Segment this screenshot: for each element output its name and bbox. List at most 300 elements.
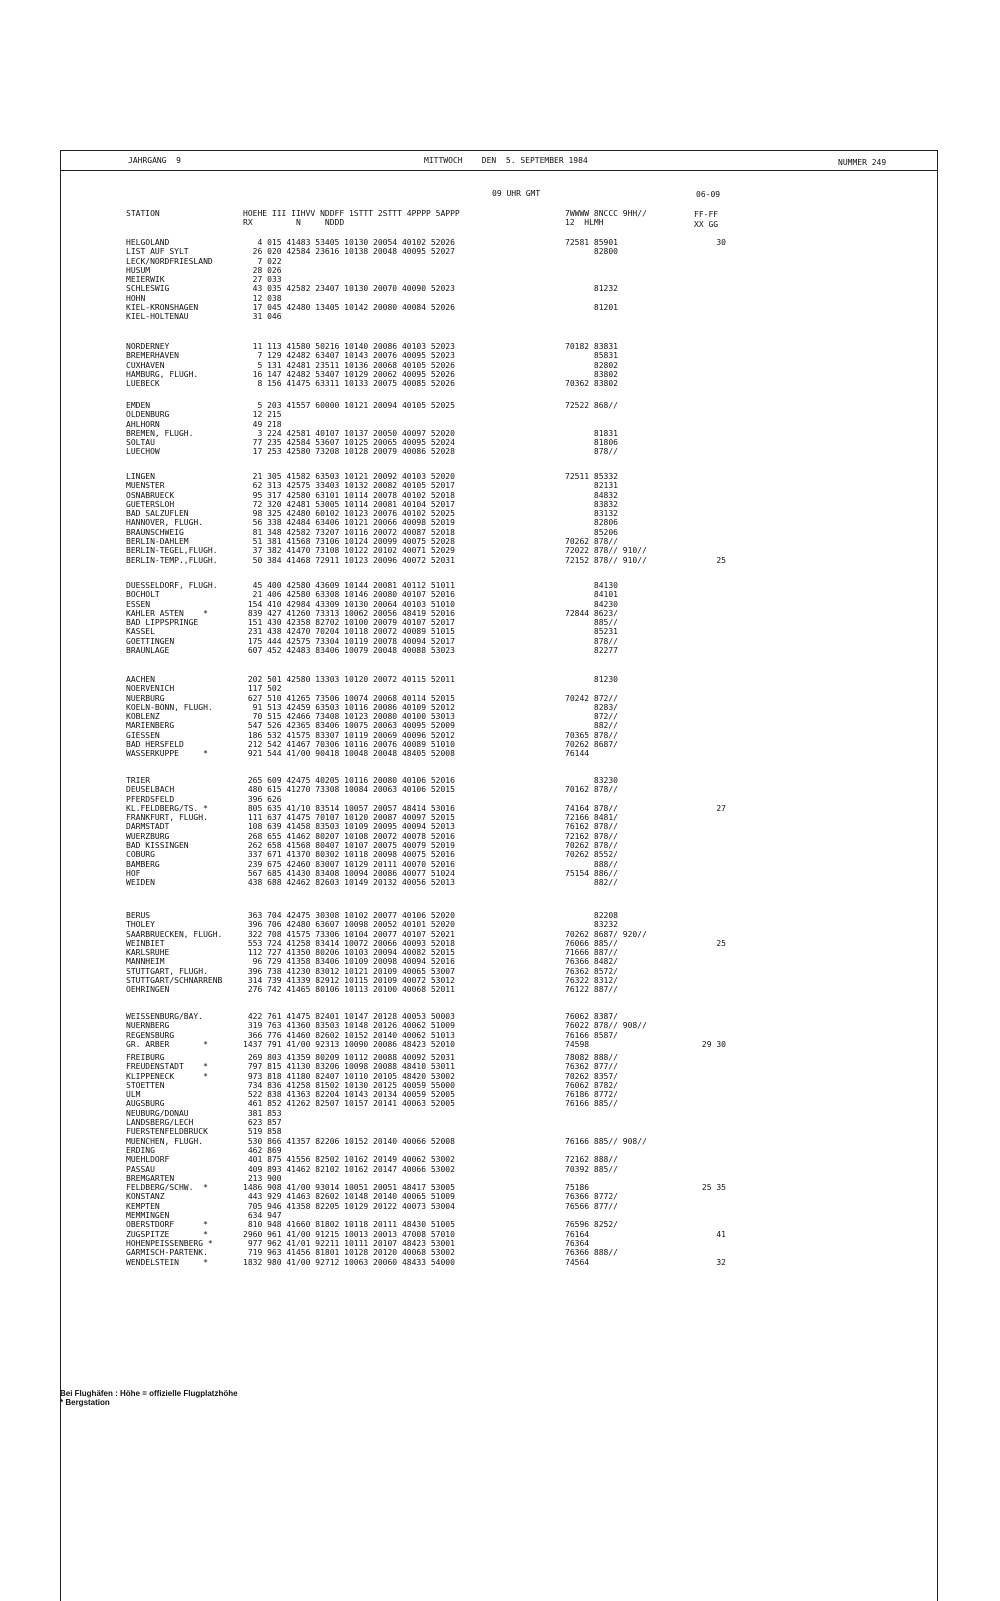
weather-groups: 72022 878// 910//: [565, 546, 647, 556]
weather-groups: 76166 8587/: [565, 1030, 618, 1040]
weather-groups: [565, 1146, 647, 1155]
station-name: STUTTGART, FLUGH.: [126, 966, 208, 976]
station-name: THOLEY: [126, 920, 155, 930]
wind-gusts-column: [686, 675, 726, 759]
wind-gusts: [686, 528, 726, 537]
weather-groups: 84101: [565, 590, 618, 600]
station-name: AHLHORN: [126, 419, 160, 429]
synop-values-column: [243, 401, 455, 457]
wind-gusts: [686, 731, 726, 740]
weather-groups: 84230: [565, 599, 618, 609]
weather-groups: [565, 420, 618, 429]
weather-groups: 76022 878// 908//: [565, 1021, 647, 1031]
weather-groups: 84832: [565, 490, 618, 500]
synop-values-column: [243, 911, 455, 995]
synop-values: 5 203 41557 60000 10121 20094 40105 52025: [243, 401, 455, 410]
synop-values: 108 639 41458 83503 10109 20095 40094 52013: [243, 822, 455, 832]
wind-gusts: [686, 869, 726, 878]
synop-values: 7 129 42482 63407 10143 20076 40095 52023: [243, 351, 455, 361]
synop-values-column: [243, 1012, 455, 1049]
synop-values: 202 501 42580 13303 10120 20072 40115 52011: [243, 675, 455, 684]
station-name: NUERBURG: [126, 693, 165, 703]
station-name: BREMGARTEN: [126, 1173, 175, 1183]
weather-groups: 76144: [565, 749, 590, 759]
weather-groups: 72166 8481/: [565, 813, 618, 823]
station-name: KL.FELDBERG/TS. *: [126, 803, 208, 813]
station-name: AUGSBURG: [126, 1099, 165, 1109]
synop-values-column: [243, 675, 455, 759]
weather-groups: 82800: [565, 247, 618, 257]
station-name-column: [126, 776, 208, 888]
synop-values: 314 739 41339 82912 10115 20109 40072 53012: [243, 976, 455, 986]
wind-gusts: [686, 1165, 726, 1174]
wind-gusts: [686, 967, 726, 976]
weather-groups-column: [565, 1053, 647, 1267]
station-name: SCHLESWIG: [126, 284, 170, 294]
synop-values: 627 510 41265 73506 10074 20068 40114 52015: [243, 693, 455, 703]
wind-gusts-column: [686, 776, 726, 888]
wind-gusts: [686, 813, 726, 822]
station-name-column: [126, 1012, 208, 1049]
synop-values: 1832 980 41/00 92712 10063 20060 48433 54000: [243, 1257, 455, 1267]
station-name: BRAUNSCHWEIG: [126, 527, 184, 537]
weather-groups: 81201: [565, 303, 618, 313]
weather-groups: 75186: [565, 1183, 590, 1193]
station-name: ESSEN: [126, 599, 151, 609]
synop-values: 26 020 42584 23616 10138 20048 40095 52027: [243, 247, 455, 257]
station-name: KEMPTEN: [126, 1201, 160, 1211]
wind-gusts: [686, 438, 726, 447]
wind-gusts: [686, 911, 726, 920]
synop-values: 269 803 41359 80209 10112 20088 40092 52031: [243, 1053, 455, 1062]
codes-header-line2: RX N NDDD: [243, 218, 345, 227]
wind-gusts: [686, 1174, 726, 1183]
wind-gusts: [686, 472, 726, 481]
synop-values: 719 963 41456 81801 10128 20120 40068 53002: [243, 1248, 455, 1258]
station-name: MEMMINGEN: [126, 1211, 170, 1221]
synop-values: 175 444 42575 73304 10119 20078 40094 52017: [243, 636, 455, 646]
weather-groups: 74564: [565, 1257, 590, 1267]
station-name: PASSAU: [126, 1164, 155, 1174]
station-name: FUERSTENFELDBRUCK: [126, 1127, 208, 1137]
wind-gusts: [686, 546, 726, 555]
synop-values: 553 724 41258 83414 10072 20066 40093 52018: [243, 938, 455, 948]
wind-gusts: 41: [716, 1229, 726, 1239]
wind-gusts: [686, 537, 726, 546]
weather-groups: 81831: [565, 428, 618, 438]
wind-gusts: [686, 1099, 726, 1108]
wind-gusts: [686, 1192, 726, 1201]
wind-gusts: [686, 284, 726, 293]
wind-gusts: [686, 860, 726, 869]
wind-gusts: [686, 1012, 726, 1021]
synop-values: 461 852 41262 82507 10157 20141 40063 52005: [243, 1099, 455, 1109]
weather-groups: 70182 83831: [565, 342, 618, 351]
codes-header-line1: HOEHE III IIHVV NDDFF 1STTT 2STTT 4PPPP 5APPP: [243, 209, 460, 218]
station-name: LINGEN: [126, 472, 155, 481]
wind-gusts: [686, 509, 726, 518]
station-name: WEIDEN: [126, 878, 155, 888]
weather-groups: 82802: [565, 360, 618, 370]
wind-gusts: [686, 1118, 726, 1127]
weather-groups: 83132: [565, 509, 618, 519]
wind-gusts: [686, 303, 726, 312]
synop-values: 43 035 42582 23407 10130 20070 40090 52023: [243, 284, 455, 294]
station-name: MUEHLDORF: [126, 1155, 170, 1165]
weather-groups: 83832: [565, 499, 618, 509]
station-name: REGENSBURG: [126, 1030, 175, 1040]
weather-groups: 70262 8552/: [565, 850, 618, 860]
station-name-column: [126, 472, 218, 565]
weather-groups: 72844 8623/: [565, 608, 618, 618]
weather-groups: 70262 878//: [565, 537, 618, 547]
synop-values: 51 381 41568 73106 10124 20099 40075 52028: [243, 537, 455, 547]
station-name: NORDERNEY: [126, 342, 170, 351]
station-name: GUETERSLOH: [126, 499, 175, 509]
wind-gusts: 30: [716, 238, 726, 247]
wind-gusts: [686, 257, 726, 266]
synop-values: 396 706 42480 63607 10098 20052 40101 52020: [243, 920, 455, 930]
wind-gusts: [686, 609, 726, 618]
weather-groups: 70262 8687/: [565, 740, 618, 750]
wind-gusts: [686, 850, 726, 859]
wind-gusts: [686, 1211, 726, 1220]
synop-values: 422 761 41475 82401 10147 20128 40053 50003: [243, 1012, 455, 1021]
wind-gusts: [686, 637, 726, 646]
weather-groups: 76566 877//: [565, 1201, 618, 1211]
synop-values: 366 776 41460 82602 10152 20140 40062 51013: [243, 1030, 455, 1040]
station-name: HOHN: [126, 293, 146, 303]
station-column-header: STATION: [126, 209, 160, 218]
wind-gusts: [686, 266, 726, 275]
station-name: OSNABRUECK: [126, 490, 175, 500]
wind-gusts: [686, 749, 726, 758]
wind-gusts: [686, 618, 726, 627]
synop-values: 805 635 41/10 83514 10057 20057 48414 53016: [243, 803, 455, 813]
synop-values: 21 406 42580 63308 10146 20080 40107 52016: [243, 590, 455, 600]
synop-values: 1486 908 41/00 93014 10051 20051 48417 53005: [243, 1183, 455, 1193]
station-name: GIESSEN: [126, 730, 160, 740]
wind-gusts: [686, 491, 726, 500]
synop-values: 45 400 42580 43609 10144 20081 40112 51011: [243, 581, 455, 590]
station-name: MANNHEIM: [126, 957, 165, 967]
station-name: BAD LIPPSPRINGE: [126, 618, 199, 628]
wind-gusts: [686, 822, 726, 831]
wind-gusts: 25 35: [701, 1183, 726, 1193]
wind-gusts-column: [686, 238, 726, 322]
station-name: BAD HERSFELD: [126, 740, 184, 750]
wind-gusts-column: [686, 472, 726, 565]
synop-values: 98 325 42480 60102 10123 20076 40102 52025: [243, 509, 455, 519]
synop-values: 7 022: [243, 256, 282, 266]
jahrgang-label: JAHRGANG 9: [128, 156, 181, 165]
synop-values: 634 947: [243, 1211, 282, 1221]
weather-groups: 82131: [565, 481, 618, 491]
weather-groups: 76366 8482/: [565, 957, 618, 967]
station-name: BERUS: [126, 911, 151, 920]
synop-values: 16 147 42482 53407 10129 20062 40095 52026: [243, 369, 455, 379]
wind-gusts: 32: [716, 1257, 726, 1267]
synop-values: 973 818 41180 82407 10110 20105 48420 53002: [243, 1071, 455, 1081]
synop-values: 111 637 41475 70107 10120 20087 40097 52015: [243, 813, 455, 823]
synop-values-column: [243, 581, 455, 655]
station-name-column: [126, 342, 198, 388]
synop-values: 17 045 42480 13405 10142 20080 40084 52026: [243, 303, 455, 313]
station-name: DUESSELDORF, FLUGH.: [126, 581, 218, 590]
synop-values: 4 015 41483 53405 10130 20054 40102 52026: [243, 238, 455, 247]
station-name: FREIBURG: [126, 1053, 165, 1062]
weather-groups: 72152 878// 910//: [565, 555, 647, 565]
weather-groups: [565, 275, 618, 284]
weather-header-line2: 12 HLMH: [565, 218, 604, 227]
wind-gusts: [686, 776, 726, 785]
wind-gusts: [686, 500, 726, 509]
wind-gusts: [686, 590, 726, 599]
wind-gusts: [686, 1137, 726, 1146]
weather-groups: 76362 8572/: [565, 966, 618, 976]
weather-groups: 76066 885//: [565, 938, 618, 948]
weather-groups: 83232: [565, 920, 618, 930]
weather-groups: 878//: [565, 447, 618, 457]
weather-groups: 76166 885//: [565, 1099, 618, 1109]
synop-values: 265 609 42475 40205 10116 20080 40106 52016: [243, 776, 455, 785]
wind-gusts: [686, 948, 726, 957]
wind-gusts: [686, 703, 726, 712]
station-name: HELGOLAND: [126, 238, 170, 247]
wind-gusts-column: [686, 1053, 726, 1267]
issue-number: NUMMER 249: [838, 158, 887, 167]
weather-groups: 76366 888//: [565, 1248, 618, 1258]
station-name: KLIPPENECK *: [126, 1071, 208, 1081]
wind-gusts: [686, 1220, 726, 1229]
observation-time: 09 UHR GMT: [492, 189, 541, 198]
synop-values: 396 738 41230 83012 10121 20109 40065 53007: [243, 966, 455, 976]
wind-gusts: [686, 518, 726, 527]
wind-gusts: [686, 247, 726, 256]
weather-groups: 72581 85901: [565, 238, 618, 247]
station-name: BAMBERG: [126, 859, 160, 869]
synop-values: 21 305 41582 63503 10121 20092 40103 52020: [243, 472, 455, 481]
station-name: STOETTEN: [126, 1080, 165, 1090]
station-name: SAARBRUECKEN, FLUGH.: [126, 929, 223, 939]
station-name: HANNOVER, FLUGH.: [126, 518, 204, 528]
weather-groups-column: [565, 238, 618, 322]
station-name: BOCHOLT: [126, 590, 160, 600]
wind-gusts-column: [686, 342, 726, 388]
station-name: FRANKFURT, FLUGH.: [126, 813, 208, 823]
station-name: WENDELSTEIN *: [126, 1257, 208, 1267]
weather-groups: 82806: [565, 518, 618, 528]
station-name: MARIENBERG: [126, 721, 175, 731]
station-name-column: [126, 911, 222, 995]
weather-groups-column: [565, 675, 618, 759]
wind-gusts: [686, 841, 726, 850]
station-name: BAD SALZUFLEN: [126, 509, 189, 519]
wind-gusts: [686, 1239, 726, 1248]
weather-groups: 85831: [565, 351, 618, 361]
weather-groups: 76186 8772/: [565, 1090, 618, 1100]
station-name: KASSEL: [126, 627, 155, 637]
wind-gusts: [686, 1155, 726, 1164]
wind-header-line2: XX GG: [694, 220, 719, 229]
station-name: FREUDENSTADT *: [126, 1062, 208, 1072]
wind-gusts: [686, 712, 726, 721]
synop-values: 401 875 41556 82502 10162 20149 40062 53002: [243, 1155, 455, 1165]
wind-gusts: 25: [716, 938, 726, 948]
station-name: KOELN-BONN, FLUGH.: [126, 702, 213, 712]
station-name: NOERVENICH: [126, 684, 175, 694]
weather-groups: 83802: [565, 369, 618, 379]
station-name: DARMSTADT: [126, 822, 170, 832]
synop-values: 1437 791 41/00 92313 10090 20086 48423 52010: [243, 1039, 455, 1049]
weather-groups: 70262 8357/: [565, 1071, 618, 1081]
wind-gusts-column: [686, 1012, 726, 1049]
station-name: COBURG: [126, 850, 155, 860]
synop-values: 705 946 41358 82205 10129 20122 40073 53004: [243, 1201, 455, 1211]
synop-values: 8 156 41475 63311 10133 20075 40085 52026: [243, 379, 455, 389]
wind-gusts: [686, 1248, 726, 1257]
wind-gusts: [686, 429, 726, 438]
wind-gusts: [686, 721, 726, 730]
station-name: BRAUNLAGE: [126, 646, 170, 656]
station-name: LIST AUF SYLT: [126, 247, 189, 257]
weather-groups: 76164: [565, 1229, 590, 1239]
synop-values: 70 515 42466 73408 10123 20080 40100 53013: [243, 712, 455, 722]
synop-values: 438 688 42462 82603 10149 20132 40056 52013: [243, 878, 455, 888]
wind-gusts: [686, 351, 726, 360]
synop-values: 2960 961 41/00 91215 10013 20013 47008 57010: [243, 1229, 455, 1239]
weather-groups-column: [565, 776, 618, 888]
station-name: HOHENPEISSENBERG *: [126, 1238, 213, 1248]
station-name: STUTTGART/SCHNARRENB: [126, 976, 223, 986]
wind-gusts: [686, 985, 726, 994]
station-name: GR. ARBER *: [126, 1039, 208, 1049]
weather-groups: [565, 257, 618, 266]
synop-values: 462 869: [243, 1145, 282, 1155]
wind-gusts: [686, 785, 726, 794]
wind-gusts: [686, 646, 726, 655]
synop-values: 37 382 41470 73108 10122 20102 40071 52029: [243, 546, 455, 556]
weather-groups: 76166 885// 908//: [565, 1136, 647, 1146]
synop-values: 519 858: [243, 1127, 282, 1137]
station-name: KIEL-HOLTENAU: [126, 312, 189, 322]
weather-groups: 84130: [565, 581, 618, 590]
weather-groups: 76062 8782/: [565, 1080, 618, 1090]
synop-values: 56 338 42484 63406 10121 20066 40098 52019: [243, 518, 455, 528]
weather-groups: 76364: [565, 1238, 590, 1248]
synop-values: 547 526 42365 83406 10075 20063 40095 52009: [243, 721, 455, 731]
weather-groups: 85231: [565, 627, 618, 637]
wind-gusts: [686, 1031, 726, 1040]
synop-values: 839 427 41260 73313 10062 20056 48419 52016: [243, 608, 455, 618]
wind-gusts: [686, 342, 726, 351]
wind-gusts-column: [686, 401, 726, 457]
weather-groups: 76366 8772/: [565, 1192, 618, 1202]
station-name: CUXHAVEN: [126, 360, 165, 370]
synop-values: 239 675 42460 83007 10129 20111 40070 52016: [243, 859, 455, 869]
wind-gusts: [686, 878, 726, 887]
wind-gusts: [686, 401, 726, 410]
weather-groups: 70262 878//: [565, 841, 618, 851]
station-name: WEINBIET: [126, 938, 165, 948]
wind-gusts: [686, 1062, 726, 1071]
synop-values: 12 215: [243, 410, 282, 420]
synop-values: 49 218: [243, 419, 282, 429]
weather-groups: 872//: [565, 712, 618, 722]
weather-groups: 72162 888//: [565, 1155, 618, 1165]
synop-values: 337 671 41370 80302 10118 20098 40075 52016: [243, 850, 455, 860]
weather-groups: 885//: [565, 618, 618, 628]
weather-groups: 888//: [565, 859, 618, 869]
wind-gusts: [686, 976, 726, 985]
date-label: MITTWOCH DEN 5. SEPTEMBER 1984: [424, 156, 588, 165]
weather-groups: [565, 410, 618, 419]
station-name: BERLIN-TEMP.,FLUGH.: [126, 555, 218, 565]
synop-values: 409 893 41462 82102 10162 20147 40066 53002: [243, 1164, 455, 1174]
synop-values: 5 131 42481 23511 10136 20068 40105 52026: [243, 360, 455, 370]
weather-groups: 878//: [565, 636, 618, 646]
footnote-airport: Bei Flughäfen : Höhe = offizielle Flugplatzhöhe: [60, 1389, 238, 1398]
station-name: LUEBECK: [126, 379, 160, 389]
weather-groups: 82277: [565, 646, 618, 656]
wind-gusts: [686, 581, 726, 590]
synop-values: 363 704 42475 30308 10102 20077 40106 52020: [243, 911, 455, 920]
weather-groups: 76062 8387/: [565, 1012, 618, 1021]
station-name: HOF: [126, 868, 141, 878]
station-name: KARLSRUHE: [126, 948, 170, 958]
station-name: NEUBURG/DONAU: [126, 1108, 189, 1118]
synop-values: 623 857: [243, 1118, 282, 1128]
wind-gusts: 27: [716, 803, 726, 813]
weather-groups: [565, 266, 618, 275]
synop-values: 117 502: [243, 684, 282, 694]
station-name: OLDENBURG: [126, 410, 170, 420]
synop-values: 443 929 41463 82602 10148 20140 40065 51009: [243, 1192, 455, 1202]
synop-values: 734 836 41258 81502 10130 20125 40059 55000: [243, 1080, 455, 1090]
weather-groups-column: [565, 401, 618, 457]
station-name: BAD KISSINGEN: [126, 841, 189, 851]
synop-values: 396 626: [243, 794, 282, 804]
weather-groups: 70362 83802: [565, 379, 618, 389]
wind-gusts: [686, 957, 726, 966]
station-name: AACHEN: [126, 675, 155, 684]
station-name: GARMISCH-PARTENK.: [126, 1248, 208, 1258]
weather-groups: [565, 795, 618, 804]
synop-values: 28 026: [243, 265, 282, 275]
weather-groups: [565, 1174, 647, 1183]
station-name: HAMBURG, FLUGH.: [126, 369, 199, 379]
station-name: FELDBERG/SCHW. *: [126, 1183, 208, 1193]
wind-gusts: [686, 481, 726, 490]
wind-gusts: 25: [716, 555, 726, 565]
station-name: OEHRINGEN: [126, 985, 170, 995]
synop-values: 381 853: [243, 1108, 282, 1118]
station-name: PFERDSFELD: [126, 794, 175, 804]
weather-groups-column: [565, 342, 618, 388]
synop-values: 322 708 41575 73306 10104 20077 40107 52021: [243, 929, 455, 939]
synop-values: 319 763 41360 83503 10148 20126 40062 51009: [243, 1021, 455, 1031]
weather-groups: [565, 1118, 647, 1127]
synop-values: 77 235 42584 53607 10125 20065 40095 52024: [243, 438, 455, 448]
wind-gusts: [686, 1146, 726, 1155]
weather-groups: 83230: [565, 776, 618, 785]
synop-values: 212 542 41467 70306 10116 20076 40089 51010: [243, 740, 455, 750]
weather-groups: [565, 294, 618, 303]
synop-values: 96 729 41358 83406 10109 20098 40094 52016: [243, 957, 455, 967]
weather-groups: 70365 878//: [565, 730, 618, 740]
synop-values: 977 962 41/01 92211 10111 20107 48423 53001: [243, 1238, 455, 1248]
weather-groups: [565, 684, 618, 693]
